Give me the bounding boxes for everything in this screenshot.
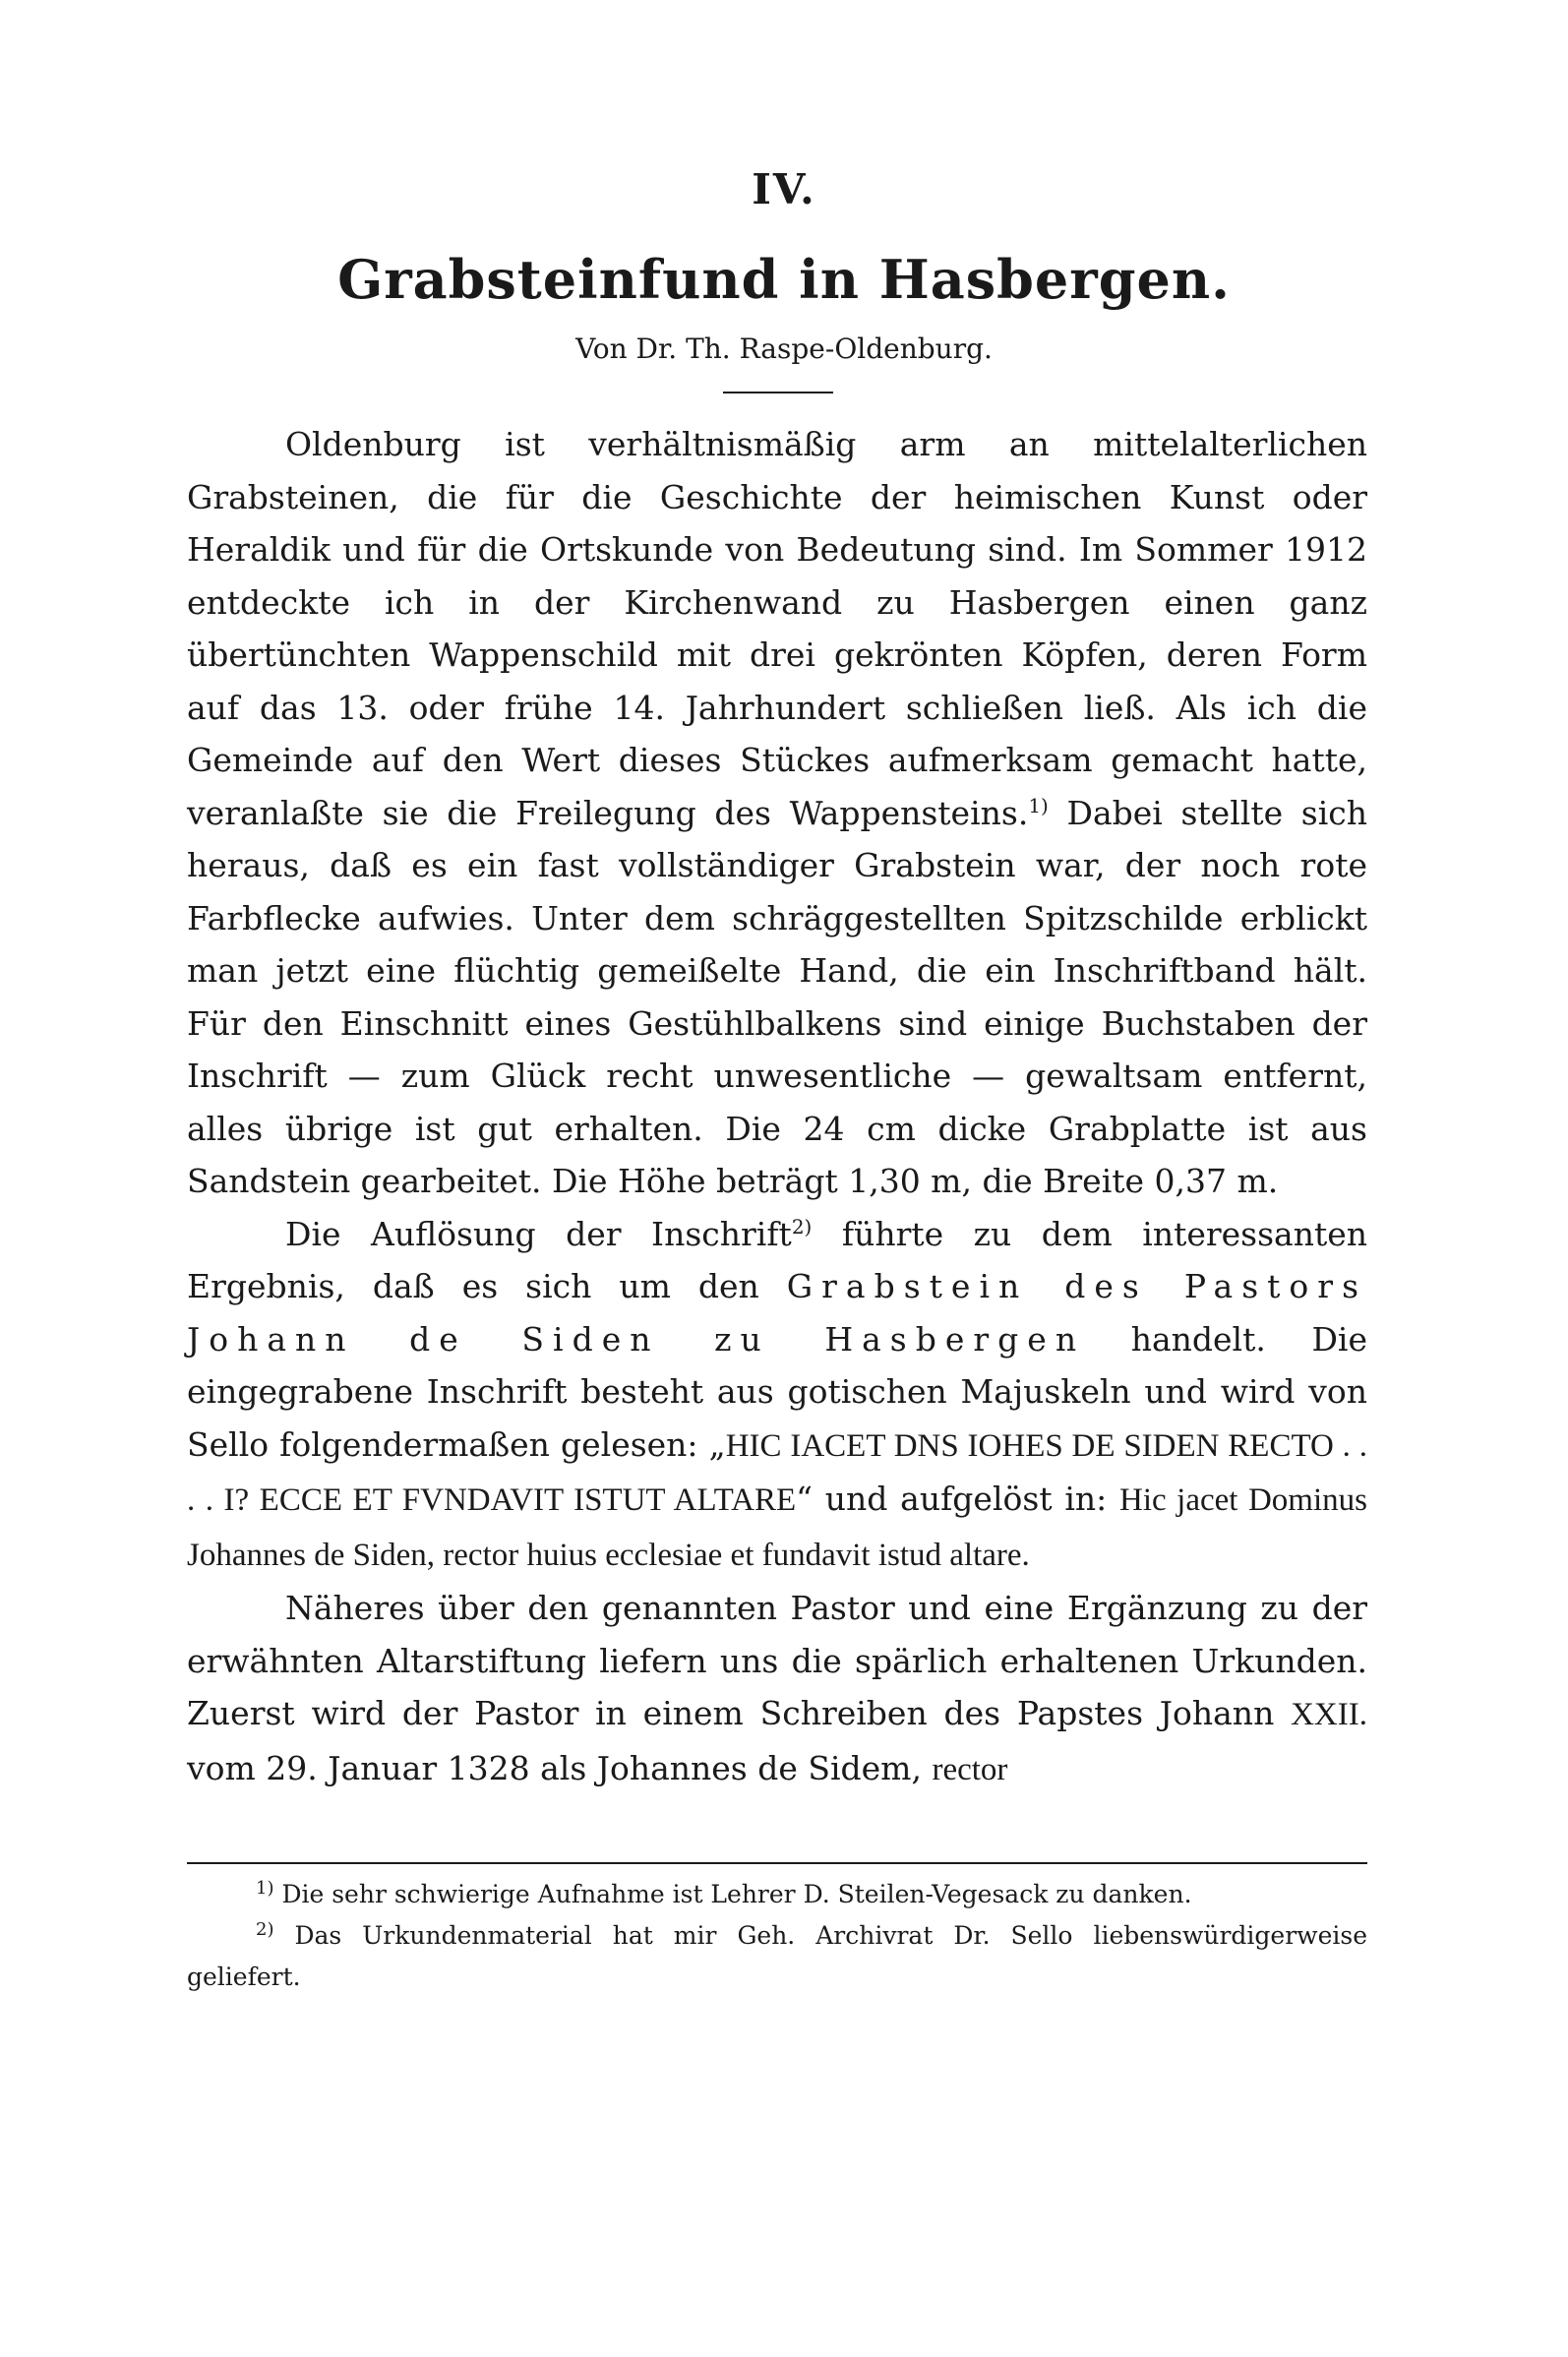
article-title: Grabsteinfund in Hasbergen. — [337, 248, 1231, 311]
paragraph-3 — [187, 1582, 1367, 1796]
paragraph-1 — [187, 418, 1367, 1208]
paragraph-2-text-c: handelt. Die eingegrabene Inschrift besteht aus gotischen Majuskeln und wird von Sello folgendermaßen gelesen: „ — [187, 1319, 1367, 1464]
paragraph-2-text-b: führte zu dem interessanten Ergebnis, daß es sich um den — [187, 1214, 1368, 1305]
paragraph-2 — [187, 1208, 1367, 1583]
roman-numeral: XXII. — [1291, 1697, 1367, 1732]
footnote-1 — [187, 1874, 1367, 1915]
title-divider — [723, 392, 833, 393]
latin-word: rector — [932, 1751, 1008, 1787]
paragraph-2-text-d: “ und aufgelöst in: — [796, 1480, 1120, 1518]
paragraph-1-text: Oldenburg ist verhältnismäßig arm an mittelalterlichen Grabsteinen, die für die Geschichte der heimischen Kunst oder Heraldik und für die Ortskunde von Bedeutung sind. Im Sommer 1912 entdeckte ich in der Kirchenwand zu Hasbergen einen ganz übertünchten Wappenschild mit drei gekrönten Köpfen, deren Form auf das 13. oder frühe 14. Jahrhundert schließen ließ. Als ich die Gemeinde auf den Wert dieses Stückes aufmerksam gemacht hatte, veranlaßte sie die Freilegung des Wappensteins. — [187, 425, 1367, 832]
footnote-2-mark: 2) — [256, 1919, 274, 1940]
emphasized-phrase: Grabstein des Pastors Johann de Siden zu Hasbergen — [187, 1267, 1367, 1359]
footnote-1-text: Die sehr schwierige Aufnahme ist Lehrer D. Steilen-Vegesack zu danken. — [281, 1880, 1192, 1908]
footnote-2 — [187, 1915, 1367, 1998]
article-body — [187, 418, 1367, 1796]
latin-translation: Hic jacet Dominus Johannes de Siden, rector huius ecclesiae et fundavit istud altare. — [187, 1482, 1367, 1573]
inscription-text: HIC IACET DNS IOHES DE SIDEN RECTO . . . . I? ECCE ET FVNDAVIT ISTUT ALTARE — [187, 1427, 1367, 1518]
footnote-1-mark: 1) — [256, 1878, 274, 1899]
footnote-ref-2[interactable]: 2) — [791, 1214, 813, 1239]
paragraph-1-continuation: Dabei stellte sich heraus, daß es ein fast vollständiger Grabstein war, der noch rote Farbflecke aufwies. Unter dem schräggestellten Spitzschilde erblickt man jetzt eine flüchtig gemeißelte Hand, die ein Inschriftband hält. Für den Einschnitt eines Gestühlbalkens sind einige Buchstaben der Inschrift — zum Glück recht unwesentliche — gewaltsam entfernt, alles übrige ist gut erhalten. Die 24 cm dicke Grabplatte ist aus Sandstein gearbeitet. Die Höhe beträgt 1,30 m, die Breite 0,37 m. — [187, 793, 1367, 1200]
footnote-ref-1[interactable]: 1) — [1028, 793, 1049, 817]
paragraph-3-text-a: Näheres über den genannten Pastor und eine Ergänzung zu der erwähnten Altarstiftung liefern uns die spärlich erhaltenen Urkunden. Zuerst wird der Pastor in einem Schreiben des Papstes Johann — [187, 1589, 1367, 1732]
paragraph-3-text-b: vom 29. Januar 1328 als Johannes de Sidem, — [187, 1748, 933, 1787]
footnote-2-text: Das Urkundenmaterial hat mir Geh. Archivrat Dr. Sello liebenswürdigerweise geliefert. — [187, 1921, 1367, 1991]
paragraph-2-text-a: Die Auflösung der Inschrift — [285, 1214, 792, 1253]
footnotes — [187, 1874, 1367, 1998]
chapter-number: IV. — [752, 165, 816, 213]
footnote-divider — [187, 1862, 1367, 1864]
author-byline: Von Dr. Th. Raspe-Oldenburg. — [575, 332, 993, 365]
